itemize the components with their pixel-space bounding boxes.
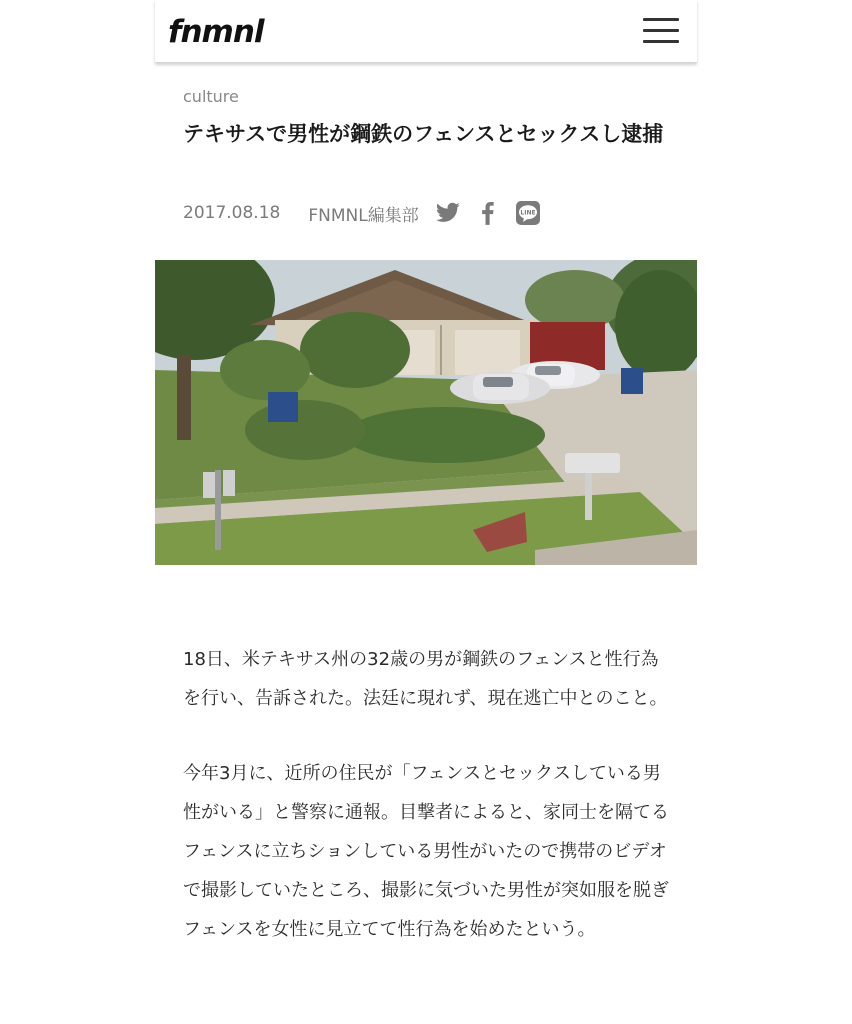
menu-bar (643, 40, 679, 43)
site-logo[interactable]: fnmnl (168, 14, 264, 50)
article-body (183, 640, 671, 985)
publish-date: 2017.08.18 (183, 203, 281, 223)
article-paragraph: 今年3月に、近所の住民が「フェンスとセックスしている男性がいる」と警察に通報。目撃者によると、家同士を隔てるフェンスに立ちションしている男性がいたので携帯のビデオで撮影していたところ、撮影に気づいた男性が突如服を脱ぎフェンスを女性に見立てて性行為を始めたという。 (183, 763, 669, 940)
site-header (155, 0, 697, 63)
svg-text:LINE: LINE (520, 209, 536, 217)
hamburger-menu-icon[interactable] (639, 16, 681, 46)
menu-bar (643, 18, 679, 21)
twitter-icon[interactable] (435, 200, 461, 226)
article-title: テキサスで男性が鋼鉄のフェンスとセックスし逮捕 (183, 122, 664, 146)
author-name[interactable]: FNMNL編集部 (308, 205, 419, 226)
article-paragraph: 18日、米テキサス州の32歳の男が鋼鉄のフェンスと性行為を行い、告訴された。法廷に現れず、現在逃亡中とのこと。 (183, 649, 668, 709)
article-category[interactable]: culture (183, 87, 239, 106)
hero-image (155, 260, 697, 565)
line-icon[interactable] (515, 200, 541, 226)
article-meta (183, 198, 555, 228)
facebook-icon[interactable] (475, 200, 501, 226)
article-page (155, 0, 697, 1024)
menu-bar (643, 29, 679, 32)
